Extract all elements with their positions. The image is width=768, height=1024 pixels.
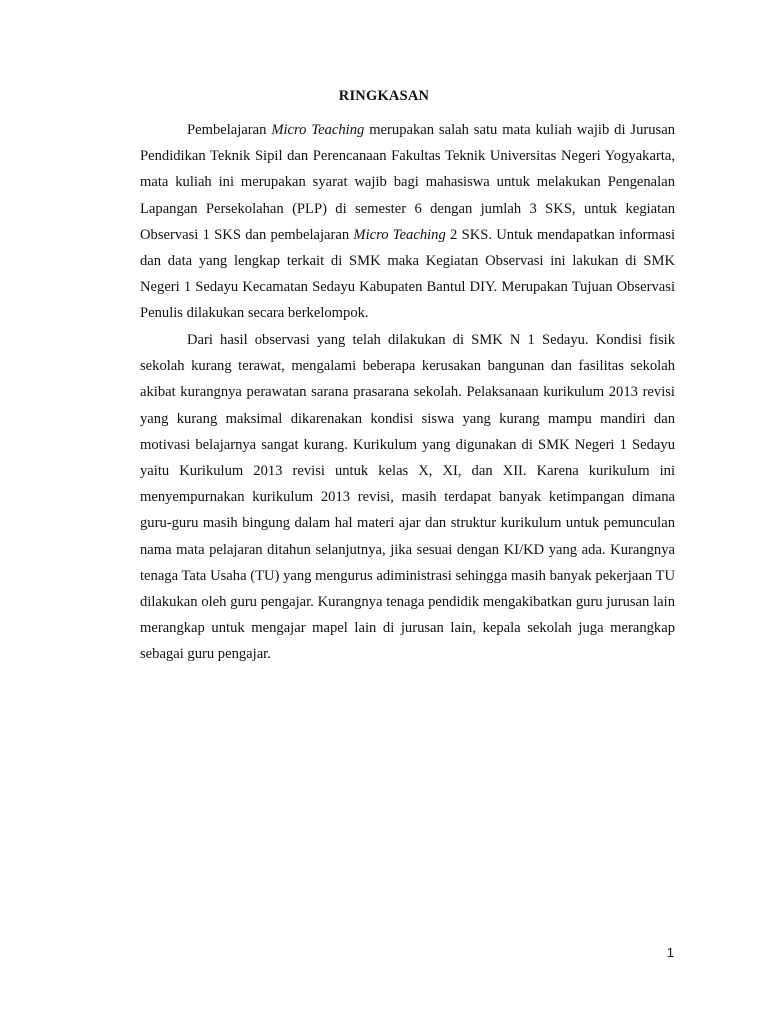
paragraph-1-part-1: Pembelajaran [187, 122, 272, 138]
paragraph-1-text [140, 117, 675, 327]
paragraph-1-part-3: 2 SKS. Untuk mendapatkan informasi dan data yang lengkap terkait di SMK maka Kegiatan Observasi ini lakukan di SMK Negeri 1 Sedayu Kecamatan Sedayu Kabupaten Bantul DIY. Merupakan Tujuan Observasi Penulis dilakukan secara berkelompok. [140, 226, 675, 322]
summary-paragraph-1 [140, 117, 675, 327]
paragraph-2-text: Dari hasil observasi yang telah dilakukan di SMK N 1 Sedayu. Kondisi fisik sekolah kurang terawat, mengalami beberapa kerusakan bangunan dan fasilitas sekolah akibat kurangnya perawatan sarana prasarana sekolah. Pelaksanaan kurikulum 2013 revisi yang kurang maksimal dikarenakan kondisi siswa yang kurang mampu mandiri dan motivasi belajarnya sangat kurang. Kurikulum yang digunakan di SMK Negeri 1 Sedayu yaitu Kurikulum 2013 revisi untuk kelas X, XI, dan XII. Karena kurikulum ini menyempurnakan kurikulum 2013 revisi, masih terdapat banyak ketimpangan dimana guru-guru masih bingung dalam hal materi ajar dan struktur kurikulum untuk pemunculan nama mata pelajaran ditahun selanjutnya, jika sesuai dengan KI/KD yang ada. Kurangnya tenaga Tata Usaha (TU) yang mengurus adiministrasi sehingga masih banyak pekerjaan TU dilakukan oleh guru pengajar. Kurangnya tenaga pendidik mengakibatkan guru jurusan lain merangkap untuk mengajar mapel lain di jurusan lain, kepala sekolah juga merangkap sebagai guru pengajar. [140, 332, 675, 663]
paragraph-1-part-2: merupakan salah satu mata kuliah wajib di Jurusan Pendidikan Teknik Sipil dan Perencanaan Fakultas Teknik Universitas Negeri Yogyakarta, mata kuliah ini merupakan syarat wajib bagi mahasiswa untuk melakukan Pengenalan Lapangan Persekolahan (PLP) di semester 6 dengan jumlah 3 SKS, untuk kegiatan Observasi 1 SKS dan pembelajaran [140, 122, 675, 243]
summary-paragraph-2 [140, 327, 675, 668]
page-number: 1 [666, 945, 674, 960]
paragraph-1-italic-2: Micro Teaching [353, 226, 446, 243]
page-title: RINGKASAN [338, 88, 430, 104]
paragraph-1-italic-1: Micro Teaching [271, 122, 365, 138]
